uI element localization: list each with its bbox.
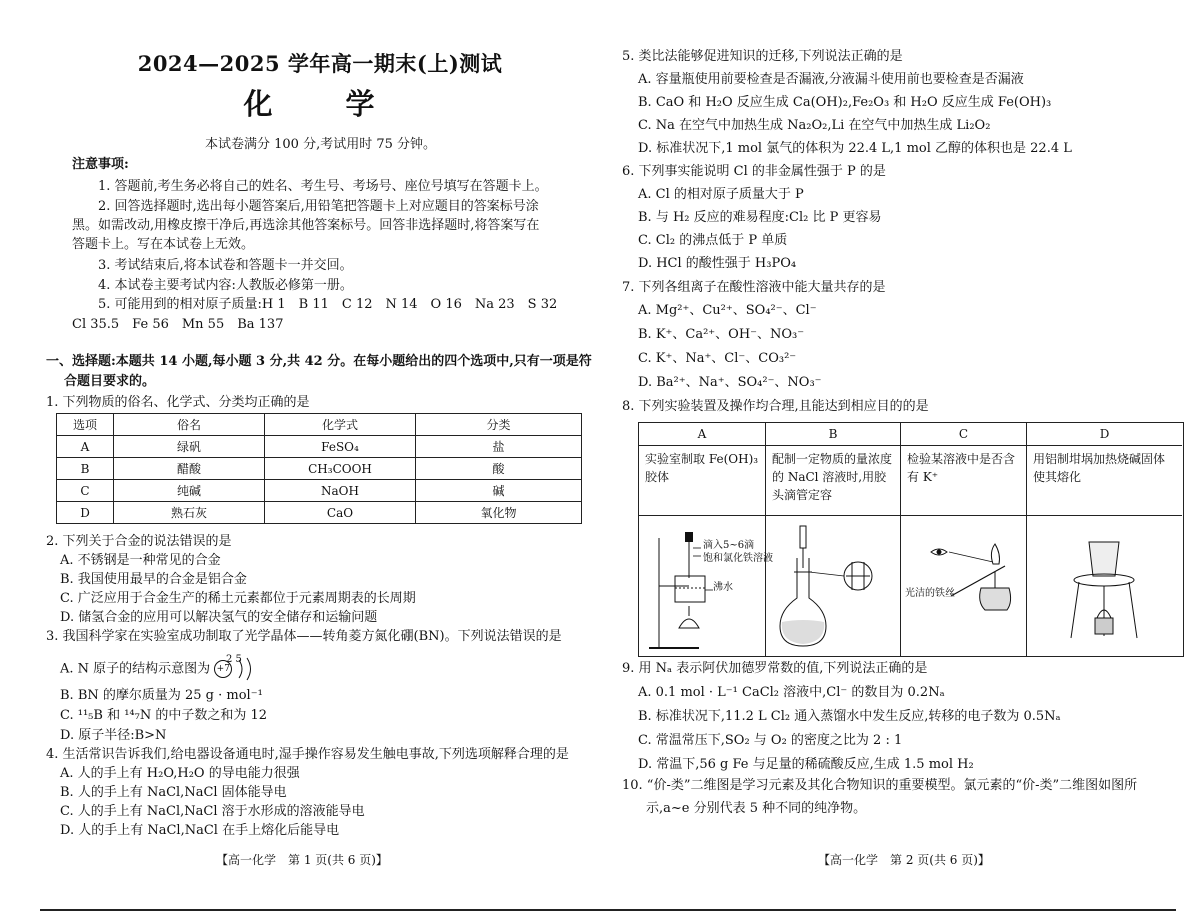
section-1-heading-cont: 合题目要求的。 [64, 374, 156, 389]
electron-shell-counts: 2 5 [226, 654, 242, 665]
apparatus-a-label-drops: 滴入5~6滴 [703, 540, 755, 551]
question-2-option-b: B. 我国使用最早的合金是铝合金 [60, 572, 247, 587]
apparatus-col-d [1027, 423, 1182, 656]
section-1-heading: 一、选择题:本题共 14 小题,每小题 3 分,共 42 分。在每小题给出的四个选项中,只有一项是符 [46, 354, 592, 369]
question-4-option-d: D. 人的手上有 NaCl,NaCl 在手上熔化后能导电 [60, 823, 340, 838]
notice-heading: 注意事项: [72, 157, 129, 172]
table-cell: 绿矾 [114, 436, 265, 458]
table-header: 选项 [57, 414, 114, 436]
question-2: 2. 下列关于合金的说法错误的是 [46, 534, 232, 549]
question-3-option-d: D. 原子半径:B>N [60, 728, 167, 743]
table-header: 化学式 [265, 414, 416, 436]
apparatus-c-label-wire: 光洁的铁丝 [905, 588, 955, 599]
question-5: 5. 类比法能够促进知识的迁移,下列说法正确的是 [622, 49, 903, 64]
question-3-option-a-text: A. N 原子的结构示意图为 [60, 661, 211, 677]
notice-2-end: 答题卡上。写在本试卷上无效。 [72, 237, 255, 252]
table-cell: FeSO₄ [265, 436, 416, 458]
nitrogen-nucleus-icon: +7 [214, 660, 232, 678]
question-6-option-b: B. 与 H₂ 反应的难易程度:Cl₂ 比 P 更容易 [638, 210, 882, 225]
table-cell: 酸 [416, 458, 582, 480]
notice-3: 3. 考试结束后,将本试卷和答题卡一并交回。 [98, 258, 353, 273]
question-9-option-c: C. 常温常压下,SO₂ 与 O₂ 的密度之比为 2 : 1 [638, 733, 903, 748]
apparatus-header: B [766, 423, 900, 446]
question-6-option-c: C. Cl₂ 的沸点低于 P 单质 [638, 233, 788, 248]
page-footer: 【高一化学 第 2 页(共 6 页)】 [818, 853, 990, 867]
question-1-table [56, 413, 582, 524]
notice-1: 1. 答题前,考生务必将自己的姓名、考生号、考场号、座位号填写在答题卡上。 [98, 179, 548, 194]
left-page [40, 0, 600, 911]
apparatus-description: 检验某溶液中是否含有 K⁺ [901, 446, 1026, 516]
table-cell: 纯碱 [114, 480, 265, 502]
table-cell: 氧化物 [416, 502, 582, 524]
subject-title: 化 学 [243, 87, 397, 121]
question-10-cont: 示,a~e 分别代表 5 种不同的纯净物。 [646, 801, 867, 816]
crucible-heating-icon [1027, 517, 1182, 657]
question-5-option-d: D. 标准状况下,1 mol 氯气的体积为 22.4 L,1 mol 乙醇的体积也是 22.4 L [638, 141, 1072, 156]
intro-text: 本试卷满分 100 分,考试用时 75 分钟。 [205, 137, 437, 152]
table-cell: B [57, 458, 114, 480]
question-7-option-b: B. K⁺、Ca²⁺、OH⁻、NO₃⁻ [638, 327, 805, 342]
table-cell: NaOH [265, 480, 416, 502]
apparatus-header: D [1027, 423, 1182, 446]
question-4-option-a: A. 人的手上有 H₂O,H₂O 的导电能力很强 [60, 766, 300, 781]
notice-2-cont: 黑。如需改动,用橡皮擦干净后,再选涂其他答案标号。回答非选择题时,将答案写在 [72, 218, 540, 233]
table-cell: 醋酸 [114, 458, 265, 480]
volumetric-flask-icon [766, 517, 900, 657]
question-5-option-c: C. Na 在空气中加热生成 Na₂O₂,Li 在空气中加热生成 Li₂O₂ [638, 118, 991, 133]
question-10: 10. “价-类”二维图是学习元素及其化合物知识的重要模型。氯元素的“价-类”二维图如图所 [622, 778, 1138, 793]
question-7-option-c: C. K⁺、Na⁺、Cl⁻、CO₃²⁻ [638, 351, 797, 366]
apparatus-header: A [639, 423, 765, 446]
colloid-setup-icon [639, 517, 765, 657]
question-2-option-a: A. 不锈钢是一种常见的合金 [60, 553, 221, 568]
question-1: 1. 下列物质的俗名、化学式、分类均正确的是 [46, 395, 310, 410]
notice-5: 5. 可能用到的相对原子质量:H 1 B 11 C 12 N 14 O 16 Na 23 S 32 [98, 297, 558, 312]
apparatus-col-b [766, 423, 901, 656]
question-2-option-c: C. 广泛应用于合金生产的稀土元素都位于元素周期表的长周期 [60, 591, 416, 606]
table-cell: D [57, 502, 114, 524]
table-header: 分类 [416, 414, 582, 436]
question-3-option-b: B. BN 的摩尔质量为 25 g · mol⁻¹ [60, 688, 263, 703]
page-footer: 【高一化学 第 1 页(共 6 页)】 [216, 853, 388, 867]
question-2-option-d: D. 储氢合金的应用可以解决氢气的安全储存和运输问题 [60, 610, 378, 625]
apparatus-col-c [901, 423, 1027, 656]
question-6: 6. 下列事实能说明 Cl 的非金属性强于 P 的是 [622, 164, 886, 179]
question-9-option-a: A. 0.1 mol · L⁻¹ CaCl₂ 溶液中,Cl⁻ 的数目为 0.2Nₐ [638, 685, 945, 700]
question-8-apparatus-table [638, 422, 1184, 657]
apparatus-description: 用铝制坩埚加热烧碱固体使其熔化 [1027, 446, 1182, 516]
table-cell: CaO [265, 502, 416, 524]
question-7: 7. 下列各组离子在酸性溶液中能大量共存的是 [622, 280, 886, 295]
apparatus-a-label-fecl3: 饱和氯化铁溶液 [703, 553, 773, 564]
notice-2: 2. 回答选择题时,选出每小题答案后,用铅笔把答题卡上对应题目的答案标号涂 [98, 199, 539, 214]
question-4-option-c: C. 人的手上有 NaCl,NaCl 溶于水形成的溶液能导电 [60, 804, 365, 819]
question-3-option-c: C. ¹¹₅B 和 ¹⁴₇N 的中子数之和为 12 [60, 708, 268, 723]
apparatus-header: C [901, 423, 1026, 446]
apparatus-description: 实验室制取 Fe(OH)₃ 胶体 [639, 446, 765, 516]
question-3: 3. 我国科学家在实验室成功制取了光学晶体——转角菱方氮化硼(BN)。下列说法错误的是 [46, 629, 562, 644]
apparatus-a-label-water: 沸水 [713, 582, 733, 593]
question-6-option-d: D. HCl 的酸性强于 H₃PO₄ [638, 256, 797, 271]
question-8: 8. 下列实验装置及操作均合理,且能达到相应目的的是 [622, 399, 929, 414]
table-cell: 熟石灰 [114, 502, 265, 524]
table-cell: 碱 [416, 480, 582, 502]
question-5-option-a: A. 容量瓶使用前要检查是否漏液,分液漏斗使用前也要检查是否漏液 [638, 72, 1024, 87]
exam-title: 2024—2025 学年高一期末(上)测试 [137, 51, 503, 76]
notice-5-cont: Cl 35.5 Fe 56 Mn 55 Ba 137 [72, 317, 284, 332]
table-header: 俗名 [114, 414, 265, 436]
right-page [622, 0, 1174, 911]
apparatus-col-a [639, 423, 773, 656]
question-7-option-d: D. Ba²⁺、Na⁺、SO₄²⁻、NO₃⁻ [638, 375, 822, 390]
table-cell: A [57, 436, 114, 458]
table-cell: 盐 [416, 436, 582, 458]
notice-4: 4. 本试卷主要考试内容:人教版必修第一册。 [98, 278, 353, 293]
question-4: 4. 生活常识告诉我们,给电器设备通电时,湿手操作容易发生触电事故,下列选项解释合理的是 [46, 747, 569, 762]
question-9-option-d: D. 常温下,56 g Fe 与足量的稀硫酸反应,生成 1.5 mol H₂ [638, 757, 974, 772]
question-7-option-a: A. Mg²⁺、Cu²⁺、SO₄²⁻、Cl⁻ [638, 303, 817, 318]
question-5-option-b: B. CaO 和 H₂O 反应生成 Ca(OH)₂,Fe₂O₃ 和 H₂O 反应生成 Fe(OH)₃ [638, 95, 1052, 110]
table-cell: CH₃COOH [265, 458, 416, 480]
question-9: 9. 用 Nₐ 表示阿伏加德罗常数的值,下列说法正确的是 [622, 661, 928, 676]
apparatus-description: 配制一定物质的量浓度的 NaCl 溶液时,用胶头滴管定容 [766, 446, 900, 516]
table-cell: C [57, 480, 114, 502]
question-6-option-a: A. Cl 的相对原子质量大于 P [638, 187, 804, 202]
question-4-option-b: B. 人的手上有 NaCl,NaCl 固体能导电 [60, 785, 287, 800]
question-3-option-a [60, 654, 258, 681]
question-9-option-b: B. 标准状况下,11.2 L Cl₂ 通入蒸馏水中发生反应,转移的电子数为 0.5Nₐ [638, 709, 1061, 724]
